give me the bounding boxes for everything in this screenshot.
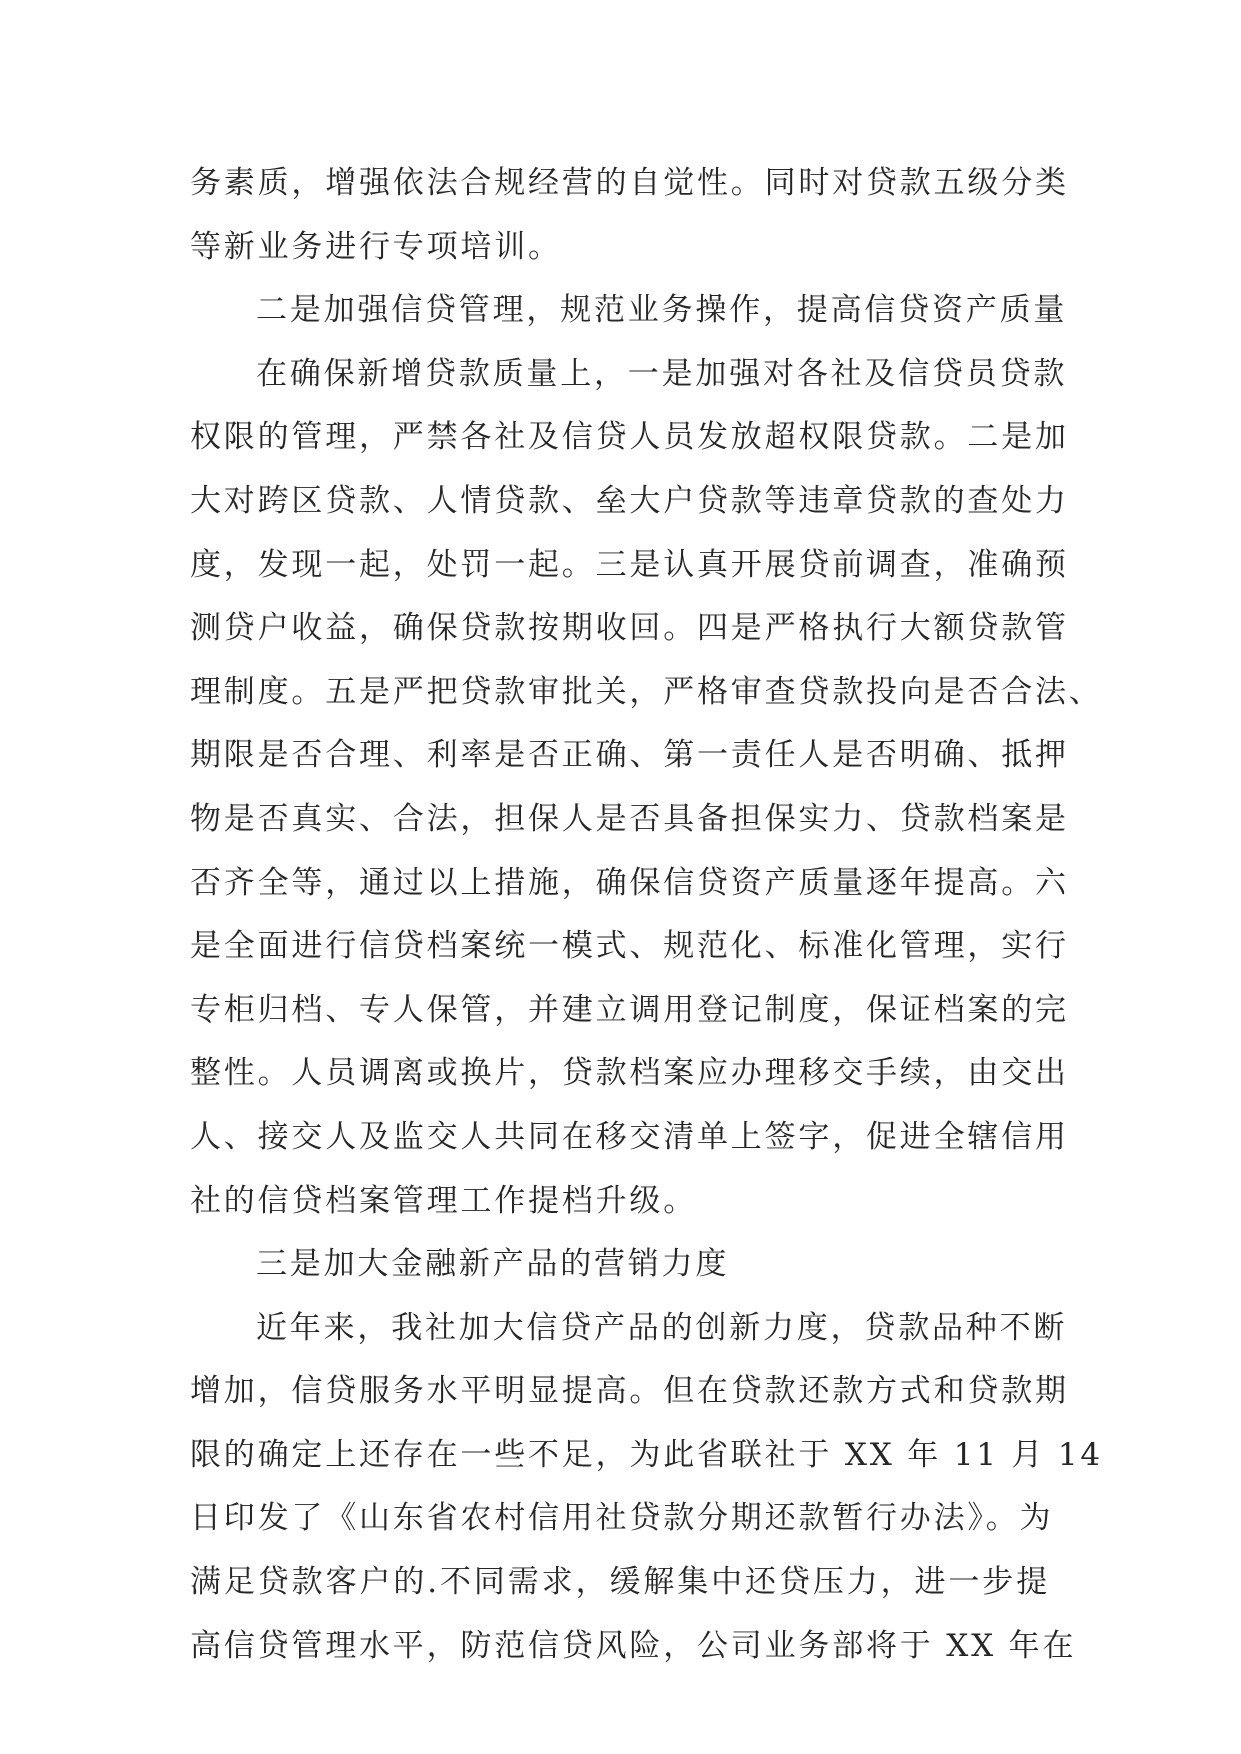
section-heading: 三是加大金融新产品的营销力度 — [256, 1246, 730, 1283]
paragraph-first-line: 在确保新增贷款质量上，一是加强对各社及信贷员贷款 — [256, 355, 1068, 392]
text-line: 务素质，增强依法合规经营的自觉性。同时对贷款五级分类 — [190, 165, 1069, 201]
text-line: 满足贷款客户的.不同需求，缓解集中还贷压力，进一步提 — [190, 1564, 1050, 1601]
text-line: 人、接交人及监交人共同在移交清单上签字，促进全辖信用 — [190, 1118, 1069, 1155]
text-line: 测贷户收益，确保贷款按期收回。四是严格执行大额贷款管 — [190, 610, 1069, 647]
text-line: 物是否真实、合法，担保人是否具备担保实力、贷款档案是 — [190, 800, 1069, 837]
text-line: 限的确定上还存在一些不足，为此省联社于 XX 年 11 月 14 — [190, 1436, 1103, 1473]
text-line: 专柜归档、专人保管，并建立调用登记制度，保证档案的完 — [190, 991, 1069, 1028]
text-line: 日印发了《山东省农村信用社贷款分期还款暂行办法》。为 — [190, 1500, 1054, 1537]
text-line: 否齐全等，通过以上措施，确保信贷资产质量逐年提高。六 — [190, 864, 1069, 901]
paragraph-first-line: 近年来，我社加大信贷产品的创新力度，贷款品种不断 — [256, 1309, 1068, 1346]
text-line: 期限是否合理、利率是否正确、第一责任人是否明确、抵押 — [190, 737, 1069, 774]
text-line: 增加，信贷服务水平明显提高。但在贷款还款方式和贷款期 — [190, 1373, 1069, 1410]
text-line: 整性。人员调离或换片，贷款档案应办理移交手续，由交出 — [190, 1055, 1069, 1092]
text-line: 高信贷管理水平，防范信贷风险，公司业务部将于 XX 年在 — [190, 1627, 1077, 1664]
text-line: 度，发现一起，处罚一起。三是认真开展贷前调查，准确预 — [190, 546, 1069, 583]
text-line: 社的信贷档案管理工作提档升级。 — [190, 1182, 697, 1219]
text-line: 权限的管理，严禁各社及信贷人员发放超权限贷款。二是加 — [190, 419, 1069, 456]
section-heading: 二是加强信贷管理，规范业务操作，提高信贷资产质量 — [256, 292, 1068, 329]
text-line: 等新业务进行专项培训。 — [190, 228, 562, 265]
body-text — [190, 152, 1103, 1678]
text-line: 是全面进行信贷档案统一模式、规范化、标准化管理，实行 — [190, 928, 1069, 965]
text-line: 大对跨区贷款、人情贷款、垒大户贷款等违章贷款的查处力 — [190, 482, 1069, 519]
text-line: 理制度。五是严把贷款审批关，严格审查贷款投向是否合法、 — [190, 673, 1103, 710]
